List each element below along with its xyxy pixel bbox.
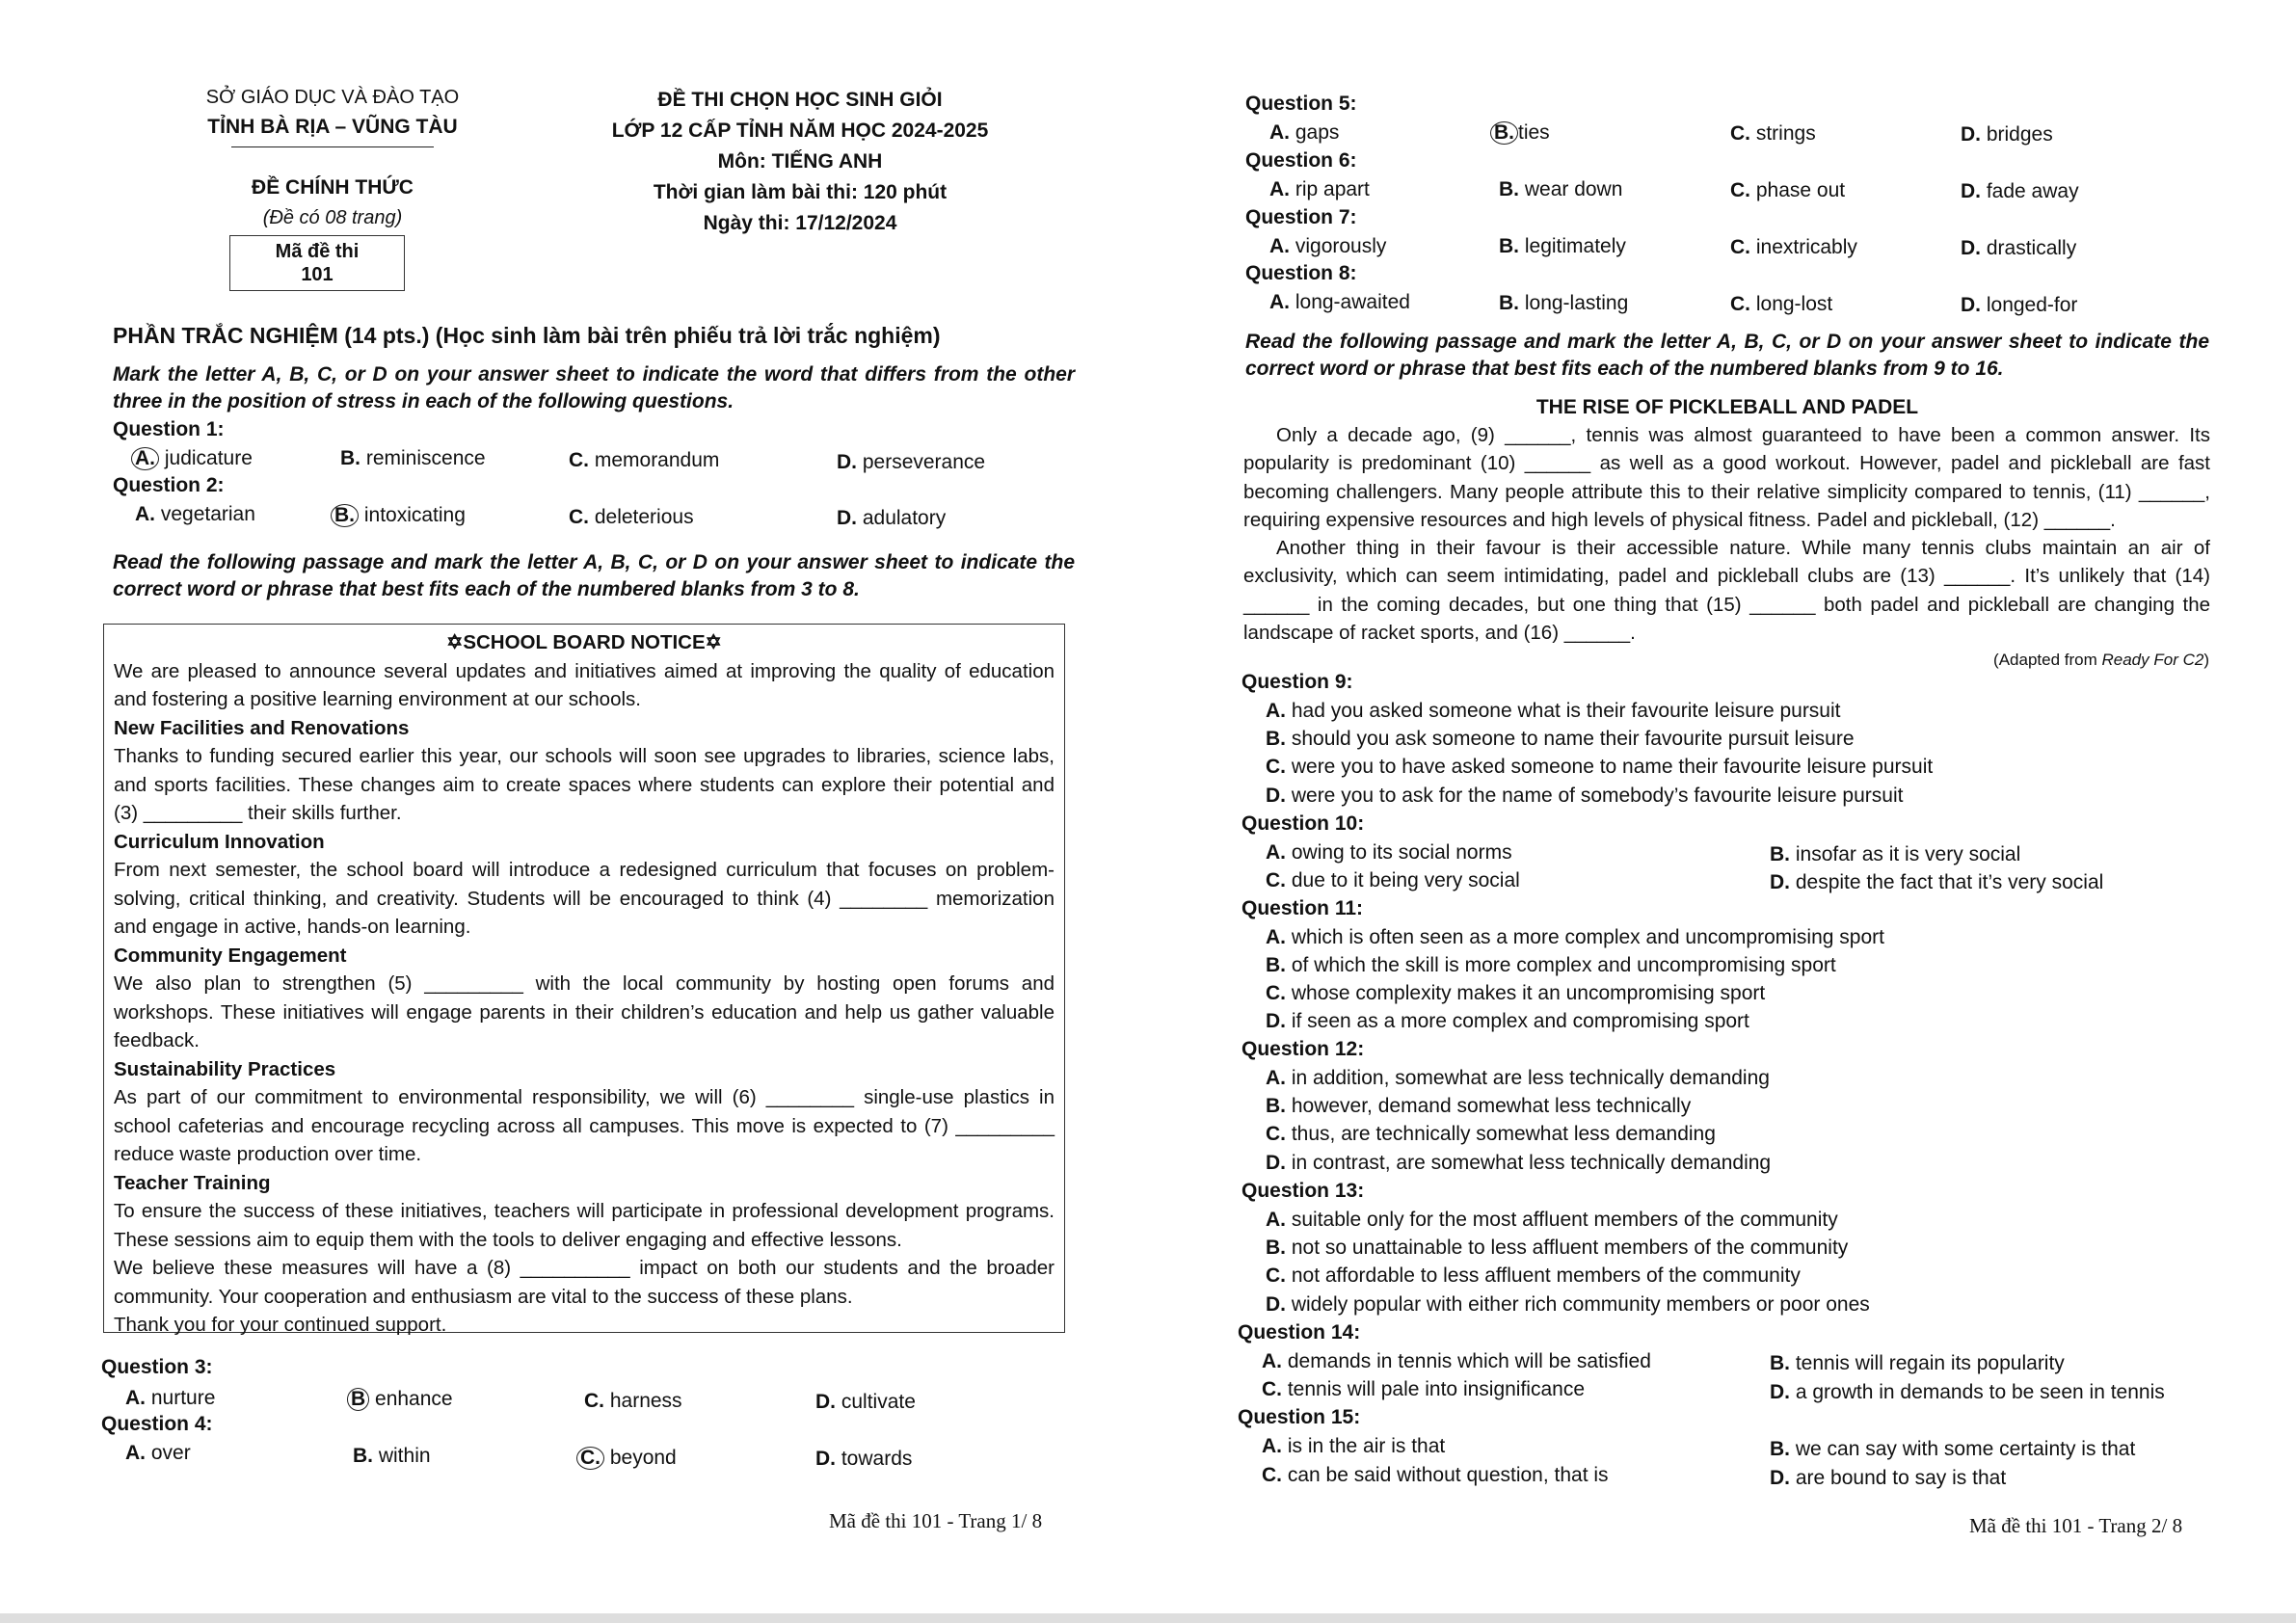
exam-subject: Môn: TIẾNG ANH — [717, 150, 883, 173]
q3-option-b: B enhance — [347, 1386, 453, 1413]
q11-option-c: C. whose complexity makes it an uncompromising sport — [1266, 982, 1766, 1004]
notice-paragraph-training: To ensure the success of these initiatives, teachers will participate in professional development programs. These sessions aim to equip them with the tools to deliver engaging and effective lessons. — [114, 1200, 1055, 1251]
q14-option-a: A. demands in tennis which will be satisfied — [1262, 1350, 1651, 1372]
q11-option-d: D. if seen as a more complex and compromising sport — [1266, 1010, 1749, 1032]
exam-grade-year: LỚP 12 CẤP TỈNH NĂM HỌC 2024-2025 — [611, 120, 989, 142]
notice-title: ✡SCHOOL BOARD NOTICE✡ — [446, 631, 722, 653]
exam-code-value: 101 — [301, 264, 334, 285]
q9-option-c: C. were you to have asked someone to name their favourite leisure pursuit — [1266, 756, 1934, 778]
q2-option-d: D. adulatory — [837, 507, 947, 529]
notice-paragraph-curriculum: From next semester, the school board will introduce a redesigned curriculum that focuses on problem-solving, critical thinking, and creativity. Students will be encouraged to think (4) ________ memorization and engage in active, hands-on learning. — [114, 859, 1055, 938]
q7-option-b: B. legitimately — [1499, 235, 1626, 257]
q13-option-b: B. not so unattainable to less affluent members of the community — [1266, 1237, 1849, 1259]
q5-option-c: C. strings — [1730, 122, 1816, 145]
instruction-passage-1: Read the following passage and mark the letter A, B, C, or D on your answer sheet to indicate the correct word or phrase that best fits each of the numbered blanks from 3 to 8. — [113, 551, 1075, 600]
question-7-label: Question 7: — [1245, 206, 1357, 228]
province-name: TỈNH BÀ RỊA – VŨNG TÀU — [207, 116, 458, 138]
question-2-label: Question 2: — [113, 474, 225, 496]
notice-paragraph-facilities: Thanks to funding secured earlier this year, our schools will soon see upgrades to libraries, science labs, and sports facilities. These changes aim to create spaces where students can explore their potential and (3) _________ their skills further. — [114, 745, 1055, 824]
q12-option-a: A. in addition, somewhat are less technically demanding — [1266, 1067, 1770, 1089]
exam-code-label: Mã đề thi — [275, 241, 360, 262]
question-11-label: Question 11: — [1241, 897, 1364, 919]
q5-option-b: B. ties — [1490, 120, 1550, 146]
passage-paragraph-1: Only a decade ago, (9) ______, tennis was almost guaranteed to have been a common answer. Its popularity is predominant (10) ______ as well as a good workout. However, padel and pickleball are fast becoming challengers. Many people attribute this to their relative simplicity compared to tennis, (11) ______, requiring expensive resources and high levels of physical fitness. Padel and pickleball, (12) ______. — [1243, 424, 2210, 531]
q11-option-b: B. of which the skill is more complex and uncompromising sport — [1266, 954, 1836, 976]
question-8-label: Question 8: — [1245, 262, 1357, 284]
q8-option-d: D. longed-for — [1961, 294, 2078, 316]
q5-option-a: A. gaps — [1269, 121, 1340, 144]
q10-option-d: D. despite the fact that it’s very social — [1770, 871, 2104, 893]
q6-option-a: A. rip apart — [1269, 178, 1370, 200]
q13-option-c: C. not affordable to less affluent members of the community — [1266, 1264, 1801, 1287]
passage-paragraph-2: Another thing in their favour is their accessible nature. While many tennis clubs maintain an air of exclusivity, which can seem intimidating, padel and pickleball clubs are (13) ______. It’s unlikely that (14) ______ in the coming decades, but one thing that (15) ______ both padel and pickleball are changing the landscape of racket sports, and (16) ______. — [1243, 537, 2210, 645]
question-4-label: Question 4: — [101, 1413, 213, 1435]
question-14-label: Question 14: — [1238, 1321, 1361, 1344]
q7-option-c: C. inextricably — [1730, 236, 1857, 258]
question-15-label: Question 15: — [1238, 1406, 1361, 1428]
notice-heading-training: Teacher Training — [114, 1171, 271, 1194]
notice-intro: We are pleased to announce several updates and initiatives aimed at improving the quality of education and fostering a positive learning environment at our schools. — [114, 659, 1055, 710]
q7-option-d: D. drastically — [1961, 237, 2077, 259]
question-5-label: Question 5: — [1245, 93, 1357, 115]
q15-option-c: C. can be said without question, that is — [1262, 1464, 1609, 1486]
q1-option-a: A. judicature — [131, 445, 253, 472]
official-label: ĐỀ CHÍNH THỨC — [252, 176, 414, 199]
q6-option-c: C. phase out — [1730, 179, 1846, 201]
passage-body — [1243, 421, 2210, 647]
notice-paragraph-measures: We believe these measures will have a (8) __________ impact on both our students and the broader community. Your cooperation and enthusiasm are vital to the success of these plans. — [114, 1257, 1055, 1308]
q13-option-d: D. widely popular with either rich community members or poor ones — [1266, 1293, 1870, 1316]
q2-option-c: C. deleterious — [569, 506, 694, 528]
question-10-label: Question 10: — [1241, 812, 1365, 835]
q6-option-d: D. fade away — [1961, 180, 2079, 202]
q15-option-b: B. we can say with some certainty is that — [1770, 1438, 2136, 1460]
q10-option-a: A. owing to its social norms — [1266, 841, 1512, 864]
instruction-passage-2: Read the following passage and mark the letter A, B, C, or D on your answer sheet to indicate the correct word or phrase that best fits each of the numbered blanks from 9 to 16. — [1245, 331, 2209, 380]
page-footer-1: Mã đề thi 101 - Trang 1/ 8 — [829, 1509, 1043, 1532]
q2-option-a: A. vegetarian — [135, 503, 255, 525]
q15-option-d: D. are bound to say is that — [1770, 1467, 2007, 1489]
question-13-label: Question 13: — [1241, 1180, 1365, 1202]
q14-option-b: B. tennis will regain its popularity — [1770, 1352, 2065, 1374]
q13-option-a: A. suitable only for the most affluent members of the community — [1266, 1209, 1838, 1231]
q4-option-a: A. over — [125, 1442, 191, 1464]
q11-option-a: A. which is often seen as a more complex and uncompromising sport — [1266, 926, 1884, 948]
answer-circle-mark: B — [347, 1388, 369, 1411]
answer-circle-mark: A. — [131, 447, 159, 470]
q4-option-d: D. towards — [815, 1448, 913, 1470]
q8-option-b: B. long-lasting — [1499, 292, 1629, 314]
question-1-label: Question 1: — [113, 418, 225, 440]
q1-option-c: C. memorandum — [569, 449, 720, 471]
instruction-stress: Mark the letter A, B, C, or D on your answer sheet to indicate the word that differs from the other three in the position of stress in each of the following questions. — [113, 363, 1075, 412]
page-footer-2: Mã đề thi 101 - Trang 2/ 8 — [1969, 1514, 2183, 1537]
q3-option-d: D. cultivate — [815, 1391, 916, 1413]
exam-duration: Thời gian làm bài thi: 120 phút — [653, 181, 948, 203]
q15-option-a: A. is in the air is that — [1262, 1435, 1446, 1457]
question-3-label: Question 3: — [101, 1356, 213, 1378]
notice-heading-community: Community Engagement — [114, 944, 347, 967]
notice-paragraph-community: We also plan to strengthen (5) _________ with the local community by hosting open forums and workshops. These initiatives will engage parents in their children’s education and help us gather valuable feedback. — [114, 972, 1055, 1051]
page-count-note: (Đề có 08 trang) — [262, 207, 403, 228]
q4-option-c: C. beyond — [576, 1445, 677, 1472]
q8-option-a: A. long-awaited — [1269, 291, 1410, 313]
notice-heading-sustainability: Sustainability Practices — [114, 1057, 336, 1080]
q4-option-b: B. within — [353, 1445, 431, 1467]
q5-option-d: D. bridges — [1961, 123, 2053, 146]
q2-option-b: B. intoxicating — [331, 502, 466, 529]
q9-option-b: B. should you ask someone to name their favourite pursuit leisure — [1266, 728, 1855, 750]
q3-option-c: C. harness — [584, 1390, 682, 1412]
notice-heading-facilities: New Facilities and Renovations — [114, 716, 410, 739]
q1-option-b: B. reminiscence — [340, 447, 486, 469]
notice-paragraph-sustainability: As part of our commitment to environmental responsibility, we will (6) ________ single-use plastics in school cafeterias and encourage recycling across all campuses. This move is expected to (7) _________ reduce waste production over time. — [114, 1086, 1055, 1165]
q3-option-a: A. nurture — [125, 1387, 216, 1409]
exam-date: Ngày thi: 17/12/2024 — [703, 212, 897, 234]
q9-option-d: D. were you to ask for the name of somebody’s favourite leisure pursuit — [1266, 785, 1904, 807]
passage-title: THE RISE OF PICKLEBALL AND PADEL — [1535, 396, 1919, 418]
question-6-label: Question 6: — [1245, 149, 1357, 172]
q10-option-b: B. insofar as it is very social — [1770, 843, 2021, 865]
q12-option-c: C. thus, are technically somewhat less demanding — [1266, 1123, 1716, 1145]
q8-option-c: C. long-lost — [1730, 293, 1833, 315]
q10-option-c: C. due to it being very social — [1266, 869, 1520, 891]
exam-code-box — [229, 235, 405, 291]
q12-option-d: D. in contrast, are somewhat less technically demanding — [1266, 1152, 1772, 1174]
question-12-label: Question 12: — [1241, 1038, 1365, 1060]
answer-circle-mark: B. — [1490, 121, 1518, 145]
q9-option-a: A. had you asked someone what is their favourite leisure pursuit — [1266, 700, 1841, 722]
exam-page-2 — [1148, 0, 2296, 1623]
answer-circle-mark: B. — [331, 504, 359, 527]
answer-circle-mark: C. — [576, 1447, 604, 1470]
school-board-notice — [103, 624, 1065, 1336]
q1-option-d: D. perseverance — [837, 451, 986, 473]
scan-bottom-edge — [0, 1613, 2296, 1623]
passage-source: (Adapted from Ready For C2) — [1993, 651, 2209, 669]
q14-option-c: C. tennis will pale into insignificance — [1262, 1378, 1586, 1400]
section-title: PHẦN TRẮC NGHIỆM (14 pts.) (Học sinh làm bài trên phiếu trả lời trắc nghiệm) — [113, 323, 941, 348]
q7-option-a: A. vigorously — [1269, 235, 1387, 257]
exam-title: ĐỀ THI CHỌN HỌC SINH GIỎI — [657, 89, 943, 111]
header-divider — [231, 146, 434, 147]
department-name: SỞ GIÁO DỤC VÀ ĐÀO TẠO — [205, 87, 460, 108]
notice-closing: Thank you for your continued support. — [114, 1314, 447, 1336]
notice-heading-curriculum: Curriculum Innovation — [114, 830, 325, 853]
q12-option-b: B. however, demand somewhat less technically — [1266, 1095, 1692, 1117]
question-9-label: Question 9: — [1241, 671, 1353, 693]
q6-option-b: B. wear down — [1499, 178, 1623, 200]
q14-option-d: D. a growth in demands to be seen in tennis — [1770, 1381, 2165, 1403]
